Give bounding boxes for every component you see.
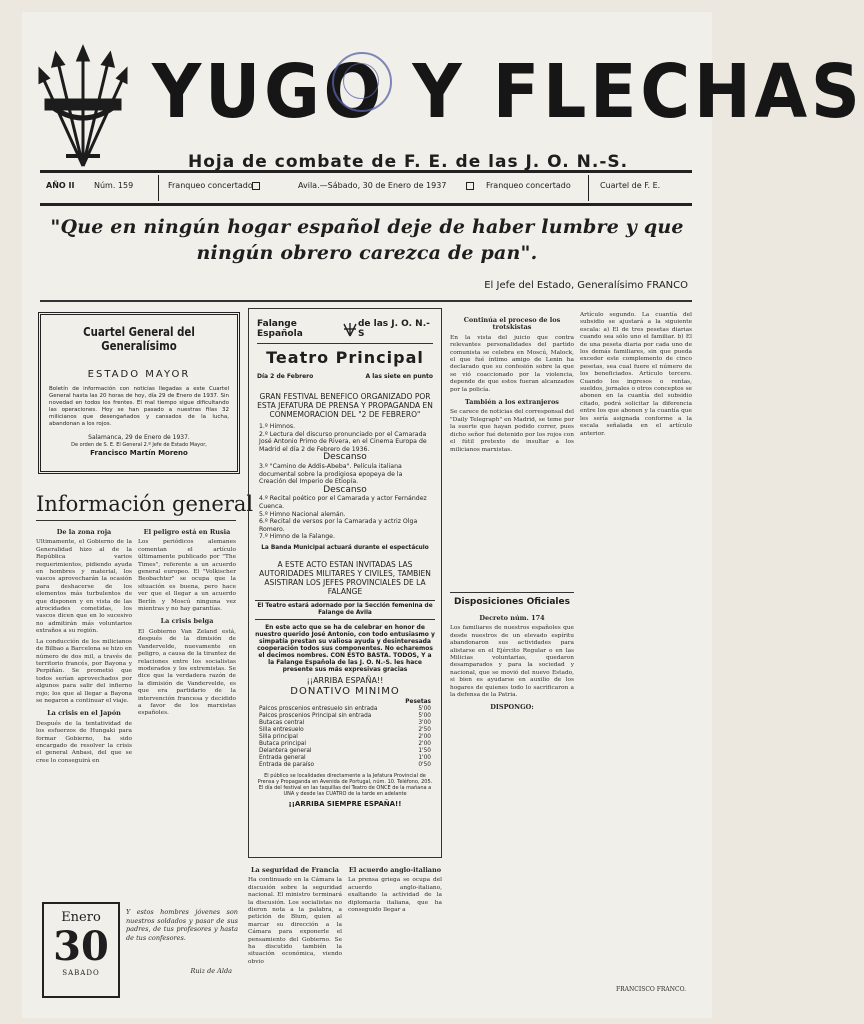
cuartel-general-title: Cuartel General del Generalísimo: [83, 325, 195, 353]
issue-info-bar: [40, 170, 692, 206]
donativo-minimo: DONATIVO MINIMO: [290, 685, 400, 697]
price-row: Palcos proscenios Principal sin entrada 5'00: [259, 712, 431, 719]
calendar-day: 30: [53, 923, 109, 970]
articulos-text: Artículo segundo. La cuantía del subsidio se ajustará a la siguiente escala: a) El de tres pesetas diarias cuando sea sólo uno el familiar. b) El de una peseta diaria por cada uno de los demás familiares, sin que pueda exceder este complemento de cinco pesetas, sea cual fuere el número de los beneficiados. Artículo tercero. Cuando los ingresos o rentas, sueldos, jornales o otros conceptos se abonen en la cuantía del subsidio citado, podrá solicitar la diferencia entre los que abonen y la cuantía que les sería asignada conforme a la escala señalada en el artículo anterior.: [580, 312, 692, 437]
program-item: 3.º "Camino de Addis-Abeba". Película italiana documental sobre la prodigiosa epopeya de la Creación del Imperio de Etiopía.: [259, 462, 403, 486]
anglo-italiano-column: [348, 862, 442, 994]
franqueo-left: Franqueo concertado: [168, 181, 253, 190]
seguridad-column: [248, 862, 342, 994]
disposiciones-column: [450, 610, 574, 994]
informacion-general-heading: Información general: [36, 492, 254, 516]
event-schedule: [257, 373, 433, 380]
descanso-label: Descanso: [323, 484, 367, 495]
newspaper-subtitle: Hoja de combate de F. E. de las J. O. N.-S.: [188, 152, 629, 172]
ruiz-de-alda-quote: Y estos hombres jóvenes son nuestros soldados y pasar de sus padres, de tus profesores y hasta de tus confesores.: [126, 908, 238, 942]
info-column-2: [138, 524, 236, 886]
invited-note: A ESTE ACTO ESTAN INVITADAS LAS AUTORIDADES MILITARES Y CIVILES, TAMBIEN ASISTIRAN LOS JEFES PROVINCIALES DE LA FALANGE: [259, 559, 431, 596]
price-list: [259, 699, 431, 769]
disposiciones-title: Disposiciones Oficiales: [450, 592, 574, 607]
japon-title: La crisis en el Japón: [47, 709, 121, 718]
calendar-date-box: [42, 902, 120, 998]
falange-left-label: Falange Española: [257, 319, 303, 339]
franco-signature: FRANCISCO FRANCO.: [616, 986, 687, 993]
program-item: 1.º Himnos.: [259, 423, 296, 430]
yoke-arrows-icon: [342, 322, 358, 336]
info-divider: [158, 175, 159, 201]
price-row: Palcos proscenios entresuelo sin entrada 5'00: [259, 705, 431, 712]
teatro-title: Teatro Principal: [266, 348, 424, 367]
extranjeros-text: Se carece de noticias del corresponsal del "Daily Telegraph" en Madrid, se teme por la suerte que hayan podido correr, pues dicho señor fué detenido por los rojos con el fútil pretexto de insultar a los milicianos marxistas.: [450, 409, 575, 453]
price-row: Entrada de paraíso 0'50: [259, 761, 431, 768]
anglo-italiano-text: La prensa griega se ocupa del acuerdo anglo-italiano, exaltando la actividad de la diplomacia italiana, que ha conseguido llegar a: [348, 877, 442, 914]
quote-author: Ruiz de Alda: [190, 967, 232, 975]
bulletin-signature: Francisco Martín Moreno: [90, 449, 188, 457]
adornado-note: El Teatro estará adornado por la Sección femenina de Falange de Avila: [255, 600, 435, 620]
bulletin-order: De orden de S. E. El General 2.º Jefe de Estado Mayor,: [71, 442, 207, 448]
dispongo-label: DISPONGO:: [490, 703, 534, 712]
price-row: Entrada general 1'00: [259, 754, 431, 761]
square-ornament: [252, 182, 260, 190]
banda-note: La Banda Municipal actuará durante el espectáculo: [261, 544, 429, 551]
event-time: A las siete en punto: [365, 373, 433, 380]
decreto-text: Los familiares de nuestros españoles que desde nuestros de un elevado espíritu abandonaron sus actividades para alistarse en el Ejército Regular o en las Milicias voluntarias, quedaron desamparados y para la sociedad y nacional, que se movió del nuevo Estado, si bien es ayudarse en auxilio de los hogares de quienes todo lo sacrificaron a la defensa de la Patria.: [450, 625, 574, 699]
calendar-weekday: SABADO: [62, 969, 100, 977]
rusia-title: El peligro está en Rusia: [143, 528, 231, 536]
program-item: 2.º Lectura del discurso pronunciado por el Camarada José Antonio Primo de Rivera, en el Cinema Europa de Madrid el día 2 de Febrero de 1936.: [259, 430, 427, 453]
issue-number: Núm. 159: [94, 181, 134, 190]
cooperation-note: En este acto que se ha de celebrar en honor de nuestro querido José Antonio, con todo entusiasmo y simpatía prestan su valiosa ayuda y desinteresada cooperación todos sus componentes. No echaremos el decimos nombres. CON ESTO BASTA. TODOS, Y a la Falange Española de las J. O. N.-S. les hace presente sus más expresivas gracias: [255, 623, 435, 673]
price-row: Silla entresuelo 2'50: [259, 726, 431, 733]
program-list: [259, 423, 431, 541]
seguridad-text: Ha continuado en la Cámara la discusión sobre la seguridad nacional. El ministro terminará la discusión. Los socialistas no dieron nota a la palabra, a petición de Blum, quien al marcar su dirección a la Cámara para exponerle el pensamiento del Gobierno. Se ha discutido también la situación económica, viendo obvio: [248, 877, 342, 965]
issue-year: AÑO II: [46, 181, 75, 190]
anglo-italiano-title: El acuerdo anglo-italiano: [348, 866, 442, 874]
localidades-note: El público se localidades directamente a la Jefatura Provincial de Prensa y Propaganda en Avenida de Portugal, núm. 10. Teléfono, 205. El día del festival en las taquillas del Teatro de ONCE de la mañana a UNA y desde las CUATRO de la tarde en adelante: [257, 772, 433, 797]
event-date: Día 2 de Febrero: [257, 373, 314, 380]
cuartel-general-box: [38, 312, 240, 474]
program-item: 4.º Recital poético por el Camarada y actor Fernández Cuenca.: [259, 495, 427, 510]
zona-roja-text-2: La conducción de los milicianos de Bilbao a Barcelona se hizo en número de dos mil, a través de territorio francés, por Bayona y Perpiñán. Se prometió que todos serían aprovechados por algunos para salir del infierno rojo; los que al llegar a Bayona se negaron a continuar el viaje.: [36, 638, 132, 704]
trotskistas-text: En la vista del juicio que contra relevantes personalidades del partido comunista se celebra en Moscú, Malock, el que fué íntimo amigo de Lenin ha declarado que su confesión sobre la que se vió coaccionado por la violencia, depende de que estos fueran alcanzados por la policía.: [450, 334, 574, 393]
arriba-siempre: ¡¡ARRIBA SIEMPRE ESPAÑA!!: [288, 799, 402, 808]
trotskistas-column: [450, 312, 574, 584]
program-item: 6.º Recital de versos por la Camarada y actriz Olga Romero.: [259, 518, 418, 533]
bulletin-place-date: Salamanca, 29 de Enero de 1937.: [88, 434, 190, 441]
program-item: 5.º Himno Nacional alemán.: [259, 510, 346, 518]
articulos-column: [580, 312, 692, 984]
price-row: Silla principal 2'00: [259, 733, 431, 740]
arriba-espana: ¡¡ARRIBA ESPAÑA!!: [306, 675, 384, 685]
price-row: Butaca principal 2'00: [259, 740, 431, 747]
price-row: Delantera general 1'50: [259, 747, 431, 754]
library-stamp: [332, 52, 392, 112]
zona-roja-title: De la zona roja: [56, 528, 112, 536]
extranjeros-title: También a los extranjeros: [465, 398, 559, 407]
newspaper-title: YUGO Y FLECHAS: [152, 49, 864, 135]
calendar-month: Enero: [61, 910, 101, 925]
belga-text: El Gobierno Van Zeland está, después de la dimisión de Vandervelde, nuevamente en peligro, a causa de la tirantez de relaciones entre los socialistas moderados y los extremistas. Se dice que la verdadera razón de la dimisión de Vandervelde, es que era partidario de la intervención francesa y decidido a favor de los marxistas españoles.: [138, 628, 236, 717]
trotskistas-title: Continúa el proceso de los trotskistas: [463, 316, 561, 332]
falange-header: [257, 319, 433, 344]
newspaper-page: [22, 12, 864, 1018]
masthead: [22, 42, 864, 182]
belga-title: La crisis belga: [160, 617, 214, 626]
price-row: Butacas central 3'00: [259, 719, 431, 726]
franqueo-right: Franqueo concertado: [486, 181, 571, 190]
square-ornament: [466, 182, 474, 190]
seguridad-title: La seguridad de Francia: [250, 866, 339, 874]
yoke-and-arrows-emblem: [38, 48, 128, 168]
cuartel-label: Cuartel de F. E.: [600, 181, 661, 190]
quote-attribution: El Jefe del Estado, Generalísimo FRANCO: [484, 280, 688, 291]
teatro-principal-box: [248, 308, 442, 858]
info-divider: [588, 175, 589, 201]
program-item: 7.º Himno de la Falange.: [259, 533, 335, 541]
descanso-label: Descanso: [323, 452, 367, 463]
decreto-number: Decreto núm. 174: [479, 614, 545, 622]
info-column-1: [36, 524, 132, 886]
falange-right-label: de las J. O. N.-S: [357, 319, 430, 339]
leader-quote: "Que en ningún hogar español deje de haber lumbre y que ningún obrero carezca de pan".: [50, 216, 684, 264]
rusia-text: Los periódicos alemanes comentan el artículo últimamente publicado por "The Times", referente a un acuerdo general europeo. El "Volkischer Beobachter" se ocupa que la situación es buena, pero hace ver que el llegar a un acuerdo Berlín y Moscú ninguna vez mientras y no hay garantías.: [138, 539, 236, 613]
zona-roja-text: Ultimamente, el Gobierno de la Generalidad hizo al de la República varios requerimientos, pidiendo ayuda en hombres y material, los vascos aprovecharán la ocasión para deshacerse de los elementos más turbulentos de que disponen y en vista de las atrocidades cometidas, los vascos dicen que en lo sucesivo no admitirán más voluntarios extraños a su región.: [36, 539, 132, 635]
japon-text: Después de la tentatividad de los esfuerzos de Hungaki para formar Gobierno, ha sido encargado de resolver la crisis el general Anbasi, del que se cree lo conseguirá en: [36, 720, 132, 764]
place-and-date: Avila.—Sábado, 30 de Enero de 1937: [298, 181, 447, 190]
estado-mayor-heading: ESTADO MAYOR: [87, 369, 191, 380]
festival-description: GRAN FESTIVAL BENEFICO ORGANIZADO POR ESTA JEFATURA DE PRENSA Y PROPAGANDA EN CONMEMORACION DEL "2 DE FEBRERO": [257, 392, 433, 419]
heading-rule: [36, 520, 236, 521]
prices-header: Pesetas: [405, 698, 431, 705]
bulletin-text: Boletín de información con noticias llegadas a este Cuartel General hasta las 20 horas de hoy, día 29 de Enero de 1937. Sin novedad en todos los frentes. El mal tiempo sigue dificultando las operaciones. Hoy se han pasado a nuestras filas 32 milicianos que desengañados y cansados de la lucha, abandonan a los rojos.: [49, 386, 229, 427]
section-rule: [40, 300, 692, 302]
